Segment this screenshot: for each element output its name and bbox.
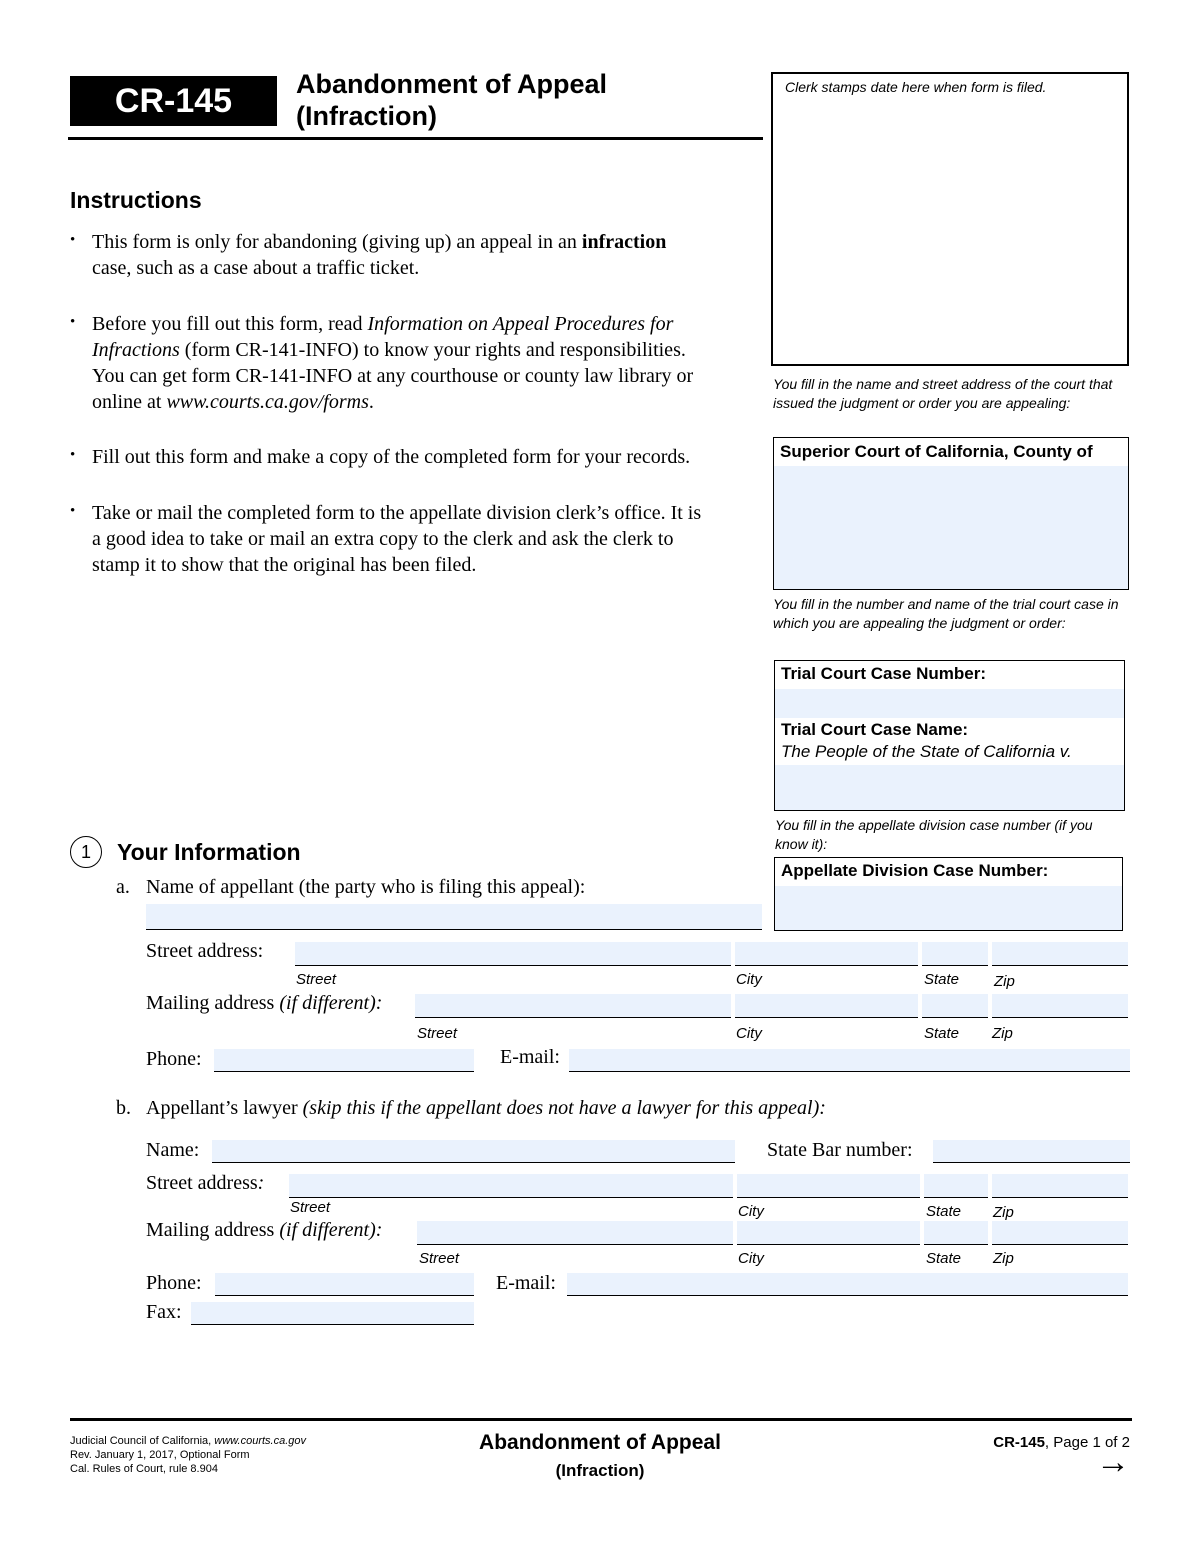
b-mailing-zip-sublabel: Zip [993,1250,1014,1267]
section-1-heading: Your Information [117,839,301,865]
trial-case-name-prefix: The People of the State of California v. [781,742,1072,761]
a-mailing-city-input[interactable] [735,994,918,1018]
trial-case-name-input[interactable] [775,765,1124,810]
b-email-input[interactable] [567,1273,1128,1296]
instruction-4 [92,500,762,578]
footer-title: Abandonment of Appeal [479,1431,721,1454]
item-b-letter: b. [116,1097,131,1119]
b-state-input[interactable] [924,1174,988,1198]
lawyer-name-input[interactable] [212,1140,735,1163]
clerk-stamp-box [771,72,1129,366]
section-1-number: 1 [70,836,102,868]
bullet-3: • [70,447,76,463]
b-street-sublabel: Street [290,1199,331,1216]
trial-case-number-label: Trial Court Case Number: [781,664,986,683]
court-box-note: You fill in the name and street address of the court that issued the judgment or order you are appealing: [773,376,1113,411]
b-email-label: E-mail: [496,1272,556,1294]
footer-rule [70,1418,1132,1421]
instruction-2-italic2: Infractions [92,339,180,361]
instruction-2-pre4: online at [92,391,167,413]
a-email-label: E-mail: [500,1046,560,1068]
item-a-letter: a. [116,876,130,898]
a-mailing-zip-input[interactable] [992,994,1128,1018]
a-mailing-state-input[interactable] [922,994,988,1018]
footer-courts-link[interactable]: www.courts.ca.gov [214,1435,306,1447]
a-mailing-street-sublabel: Street [417,1025,458,1042]
a-street-sublabel: Street [296,971,337,988]
b-mailing-street-input[interactable] [417,1221,733,1245]
header-rule [68,137,763,140]
footer-left-line1-pre: Judicial Council of California, [70,1435,215,1447]
instruction-2-post4: . [368,391,374,413]
footer-page-text: , Page 1 of 2 [1044,1434,1130,1451]
instruction-1-post: case, such as a case about a traffic ticket. [92,257,420,279]
b-name-label: Name: [146,1139,200,1161]
b-street-input[interactable] [289,1174,733,1198]
b-mailing-street-sublabel: Street [419,1250,460,1267]
b-zip-sublabel: Zip [993,1204,1014,1221]
b-mailing-zip-input[interactable] [992,1221,1128,1245]
b-fax-input[interactable] [191,1302,474,1325]
a-zip-sublabel: Zip [994,973,1015,990]
form-title [296,68,607,132]
trial-case-name-label: Trial Court Case Name: [781,720,969,739]
appellant-name-input[interactable] [146,904,762,930]
b-if-different-text: (if different): [279,1219,383,1241]
instruction-1-pre: This form is only for abandoning (giving up) an appeal in an [92,231,582,253]
form-title-line1: Abandonment of Appeal [296,69,607,99]
b-mailing-address-text: Mailing address [146,1219,275,1241]
b-mailing-address-label [146,1219,382,1242]
case-box [774,660,1125,811]
instruction-4-line1: Take or mail the completed form to the appellate division clerk’s office. It is [92,502,702,524]
a-state-input[interactable] [922,942,988,966]
footer-subtitle: (Infraction) [555,1461,645,1480]
trial-case-number-input[interactable] [775,689,1124,718]
a-city-sublabel: City [736,971,762,988]
footer-left-line3: Cal. Rules of Court, rule 8.904 [70,1463,218,1475]
court-box [773,437,1129,590]
appellate-box [774,857,1123,931]
a-street-address-label: Street address: [146,940,264,962]
instruction-3: Fill out this form and make a copy of the completed form for your records. [92,446,691,468]
appellate-case-number-input[interactable] [775,886,1122,930]
form-title-line2: (Infraction) [296,101,437,131]
instructions-heading: Instructions [70,187,202,213]
court-name-input[interactable] [774,466,1128,589]
b-mailing-city-sublabel: City [738,1250,764,1267]
b-state-sublabel: State [926,1203,962,1220]
courts-forms-link[interactable]: www.courts.ca.gov/forms [166,391,369,413]
next-page-arrow-icon[interactable]: → [1096,1443,1130,1481]
case-box-note: You fill in the number and name of the trial court case in which you are appealing the judgment or order: [773,596,1119,631]
footer-left-line1 [70,1434,306,1448]
b-city-input[interactable] [737,1174,920,1198]
a-state-sublabel: State [924,971,960,988]
instruction-2-pre: Before you fill out this form, read [92,313,368,335]
a-city-input[interactable] [735,942,918,966]
item-b-label [146,1097,826,1120]
a-mailing-city-sublabel: City [736,1025,762,1042]
item-b-label-text: Appellant’s lawyer [146,1097,303,1119]
footer-form-number: CR-145 [993,1434,1045,1451]
b-mailing-state-input[interactable] [924,1221,988,1245]
a-phone-input[interactable] [214,1049,474,1072]
instruction-1-bold: infraction [581,231,667,253]
state-bar-input[interactable] [933,1140,1130,1163]
b-street-address-text: Street address [146,1172,258,1194]
b-zip-input[interactable] [992,1174,1128,1198]
b-fax-label: Fax: [146,1301,182,1323]
a-zip-input[interactable] [992,942,1128,966]
b-phone-input[interactable] [215,1273,474,1296]
bullet-1: • [70,232,76,248]
appellate-box-note: You fill in the appellate division case number (if you know it): [775,817,1093,852]
instruction-2 [92,311,762,415]
b-city-sublabel: City [738,1203,764,1220]
footer-left [70,1434,306,1476]
instruction-2-line3: You can get form CR-141-INFO at any courthouse or county law library or [92,365,694,387]
a-mailing-state-sublabel: State [924,1025,960,1042]
b-street-address-label [146,1172,264,1195]
a-mailing-street-input[interactable] [415,994,731,1018]
court-box-label: Superior Court of California, County of [780,442,1093,461]
b-phone-label: Phone: [146,1272,202,1294]
a-email-input[interactable] [569,1049,1130,1072]
appellate-case-number-label: Appellate Division Case Number: [781,861,1049,880]
clerk-stamp-label: Clerk stamps date here when form is filed. [785,79,1047,95]
instruction-4-line2: a good idea to take or mail an extra copy to the clerk and ask the clerk to [92,528,674,550]
a-phone-label: Phone: [146,1048,202,1070]
instruction-4-line3: stamp it to show that the original has been filed. [92,554,477,576]
a-if-different-text: (if different): [279,992,383,1014]
bullet-4: • [70,503,76,519]
footer-left-line2: Rev. January 1, 2017, Optional Form [70,1449,250,1461]
instruction-2-mid: (form CR-141-INFO) to know your rights and responsibilities. [179,339,686,361]
state-bar-label: State Bar number: [767,1139,913,1161]
instruction-1 [92,229,762,281]
item-a-label: Name of appellant (the party who is filing this appeal): [146,876,586,898]
a-mailing-zip-sublabel: Zip [992,1025,1013,1042]
b-mailing-state-sublabel: State [926,1250,962,1267]
a-mailing-address-text: Mailing address [146,992,275,1014]
form-number-badge: CR-145 [70,76,277,126]
a-street-input[interactable] [295,942,731,966]
item-b-label-italic: (skip this if the appellant does not have a lawyer for this appeal): [302,1097,826,1119]
instruction-2-italic: Information on Appeal Procedures for [367,313,674,335]
b-street-address-colon: : [257,1172,265,1194]
b-mailing-city-input[interactable] [737,1221,920,1245]
bullet-2: • [70,314,76,330]
a-mailing-address-label [146,992,382,1015]
